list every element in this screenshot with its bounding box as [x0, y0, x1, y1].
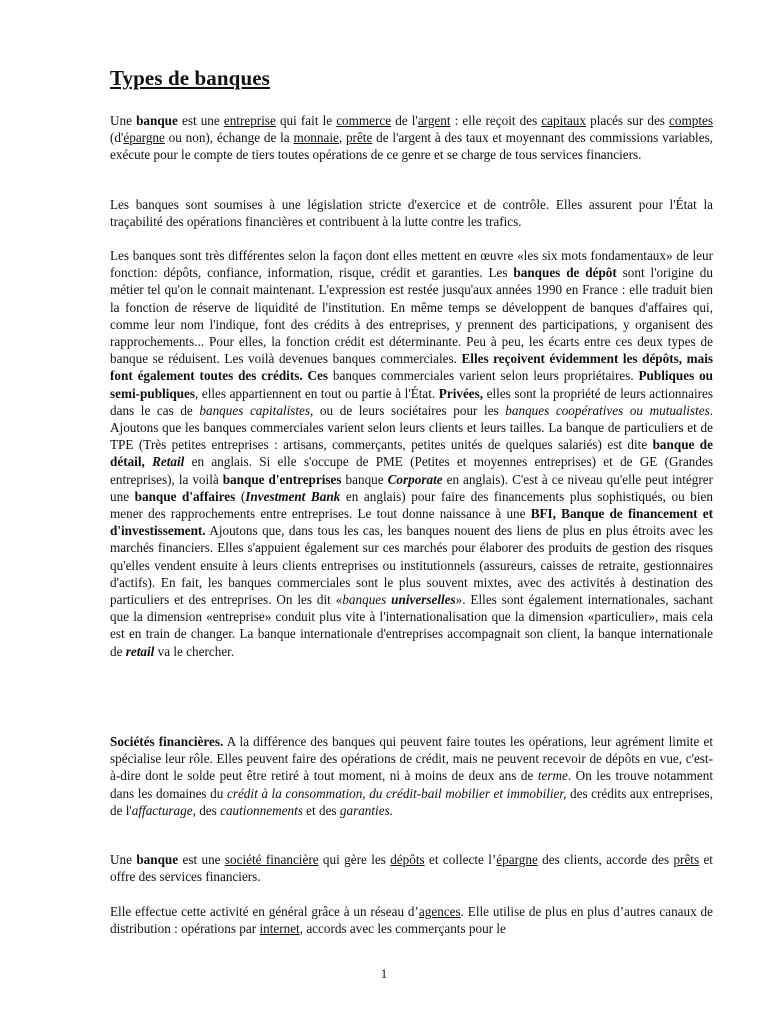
- styled-text-run: banques de dépôt: [513, 265, 617, 281]
- styled-text-run: banque: [136, 852, 179, 867]
- paragraph-distribution: [110, 903, 713, 937]
- text-run: est une: [178, 852, 225, 867]
- text-run: , accords avec les commerçants pour le: [299, 921, 506, 937]
- styled-text-run: commerce: [336, 113, 392, 128]
- paragraph-bank-types: [110, 247, 713, 660]
- styled-text-run: garanties.: [339, 802, 393, 818]
- paragraph-bank-role: [110, 851, 713, 885]
- text-run: en anglais. Si elle s'occupe de PME (Petites et moyennes entreprises) et de GE (Grandes entreprises), la voilà: [110, 454, 713, 487]
- styled-text-run: Elles reçoivent évidemment les dépôts, mais font également toutes des crédits. Ces: [110, 351, 714, 384]
- styled-text-run: capitaux: [541, 113, 586, 128]
- text-run: (: [235, 488, 246, 504]
- styled-text-run: universelles: [391, 592, 456, 608]
- text-run: de l'argent à des taux et moyennant des commissions variables, exécute pour le compte de tiers toutes opérations de ce genre et se charge de tous services financiers.: [110, 130, 713, 163]
- styled-text-run: banque de détail,: [110, 437, 713, 470]
- text-run: Ajoutons que, dans tous les cas, les banques nouent des liens de plus en plus étroits avec les marchés financiers. Elles s'appuient également sur ces marchés pour élaborer des produits de gestion des risques qu'elles vendent ensuite à leurs clients entreprises ou institutionnels (assureurs, caisses de retraite, gestionnaires d'actifs). En fait, les banques commerciales sont le plus souvent mixtes, avec des activités à destination des particuliers et des entreprises. On les dit «: [110, 523, 713, 608]
- text-run: des crédits aux entreprises, de l': [110, 785, 713, 818]
- paragraph-definition: [110, 112, 713, 164]
- styled-text-run: Publiques ou semi-publiques: [110, 368, 713, 401]
- text-run: ou de leurs sociétaires pour les: [313, 402, 506, 418]
- styled-text-run: Sociétés financières.: [110, 734, 224, 749]
- text-run: est une: [177, 113, 224, 128]
- styled-text-run: retail: [125, 643, 155, 659]
- text-run: qui fait le: [275, 113, 337, 128]
- page-number: 1: [380, 966, 388, 981]
- styled-text-run: terme: [537, 768, 568, 784]
- styled-text-run: épargne: [123, 130, 165, 146]
- text-run: Une: [110, 852, 137, 867]
- text-run: . Elle utilise de plus en plus d’autres canaux de distribution : opérations par: [110, 904, 713, 937]
- styled-text-run: prêts: [673, 852, 700, 867]
- styled-text-run: banques coopératives ou mutualistes: [505, 402, 710, 418]
- styled-text-run: banque d'entreprises: [222, 471, 342, 487]
- styled-text-run: Retail: [152, 454, 185, 470]
- text-run: en anglais). C'est à ce niveau qu'elle peut intégrer une: [110, 471, 713, 504]
- styled-text-run: Privées,: [438, 385, 484, 401]
- styled-text-run: agences: [418, 904, 461, 919]
- text-run: qui gère les: [318, 852, 391, 867]
- styled-text-run: cautionnements: [220, 802, 303, 818]
- styled-text-run: banque: [136, 113, 178, 128]
- text-run: Elle effectue cette activité en général grâce à un réseau d’: [110, 904, 419, 919]
- styled-text-run: Corporate: [387, 471, 443, 487]
- text-run: elles sont la propriété de leurs actionnaires dans le cas de: [110, 385, 713, 418]
- text-run: de l': [391, 113, 418, 128]
- styled-text-run: internet: [259, 921, 300, 937]
- text-run: banques commerciales varient selon leurs propriétaires.: [328, 368, 639, 384]
- text-run: banque: [341, 471, 388, 487]
- styled-text-run: Investment Bank: [245, 488, 341, 504]
- text-run: : elle reçoit des: [450, 113, 542, 128]
- styled-text-run: monnaie: [293, 130, 339, 146]
- text-run: . Ajoutons que les banques commerciales varient selon leurs clients et leurs tailles. La banque de particuliers et de TPE (Très petites entreprises : artisans, commerçants, petites unités de quelques salariés) est dite: [110, 402, 713, 453]
- page-title: Types de banques: [110, 66, 270, 90]
- styled-text-run: crédit à la consommation, du crédit-bail mobilier et immobilier,: [226, 785, 567, 801]
- styled-text-run: argent: [417, 113, 451, 128]
- text-run: des clients, accorde des: [537, 852, 674, 867]
- styled-text-run: entreprise: [223, 113, 276, 128]
- text-run: ». Elles sont également internationales, sachant que la dimension «entreprise» conduit plus vite à l'internationalisation que la dimension «particulier», mais cela est en train de changer. La banque internationale d'entreprises accompagnait son client, la banque internationale de: [110, 592, 713, 659]
- styled-text-run: banques capitalistes,: [199, 402, 314, 418]
- text-run: , elles appartiennent en tout ou partie à l'État.: [195, 385, 439, 401]
- text-run: et offre des services financiers.: [110, 852, 713, 885]
- styled-text-run: BFI, Banque de financement et d'investissement.: [110, 506, 713, 539]
- text-run: placés sur des: [586, 113, 670, 128]
- styled-text-run: affacturage,: [131, 802, 196, 818]
- styled-text-run: banque d'affaires: [134, 488, 236, 504]
- text-run: en anglais) pour faire des financements plus sophistiqués, ou bien mener des rapprochements entre entreprises. Le tout donne naissance à une: [110, 488, 713, 522]
- text-run: et des: [302, 802, 340, 818]
- styled-text-run: banques: [342, 592, 392, 608]
- text-run: Une: [110, 113, 137, 128]
- text-run: A la différence des banques qui peuvent faire toutes les opérations, leur agrément limite et spécialise leur rôle. Elles peuvent faire des opérations de crédit, mais ne peuvent recevoir de dépôts en vue, c'est-à-dire dont le solde peut être retiré à tout moment, ni à moins de deux ans de: [110, 734, 713, 784]
- text-run: ou non), échange de la: [164, 130, 294, 146]
- styled-text-run: épargne: [496, 852, 538, 867]
- styled-text-run: prête: [345, 130, 373, 146]
- paragraph-regulation: [110, 196, 713, 230]
- styled-text-run: société financière: [224, 852, 319, 867]
- styled-text-run: comptes: [669, 113, 713, 128]
- text-run: ,: [338, 130, 346, 146]
- text-run: et collecte l’: [424, 852, 497, 867]
- text-run: (d': [110, 130, 124, 146]
- text-run: des: [195, 802, 221, 818]
- text-run: sont l'origine du métier tel qu'on le connait maintenant. L'expression est restée jusqu'aux années 1990 en France : elle traduit bien la fonction de réserve de liquidité de l'institution. En même temps se développent de banques d'affaires qui, comme leur nom l'indique, font des crédits à des entreprises, y prennent des participations, y organisent des rapprochements... Pour elles, la fonction crédit est déterminante. Peu à peu, les écarts entre ces deux types de banque se réduisent. Les voilà devenues banques commerciales.: [110, 265, 713, 367]
- paragraph-financial-companies: [110, 733, 713, 819]
- text-run: Les banques sont très différentes selon la façon dont elles mettent en œuvre «les six mots fondamentaux» de leur fonction: dépôts, confiance, information, risque, crédit et garanties. Les: [110, 248, 713, 281]
- text-run: va le chercher.: [154, 643, 235, 659]
- text-run: Les banques sont soumises à une législation stricte d'exercice et de contrôle. Elles assurent pour l'État la traçabilité des opérations financières et contribuent à la lutte contre les trafics.: [110, 197, 713, 230]
- text-run: . On les trouve notamment dans les domaines du: [110, 768, 713, 801]
- styled-text-run: dépôts: [390, 852, 425, 867]
